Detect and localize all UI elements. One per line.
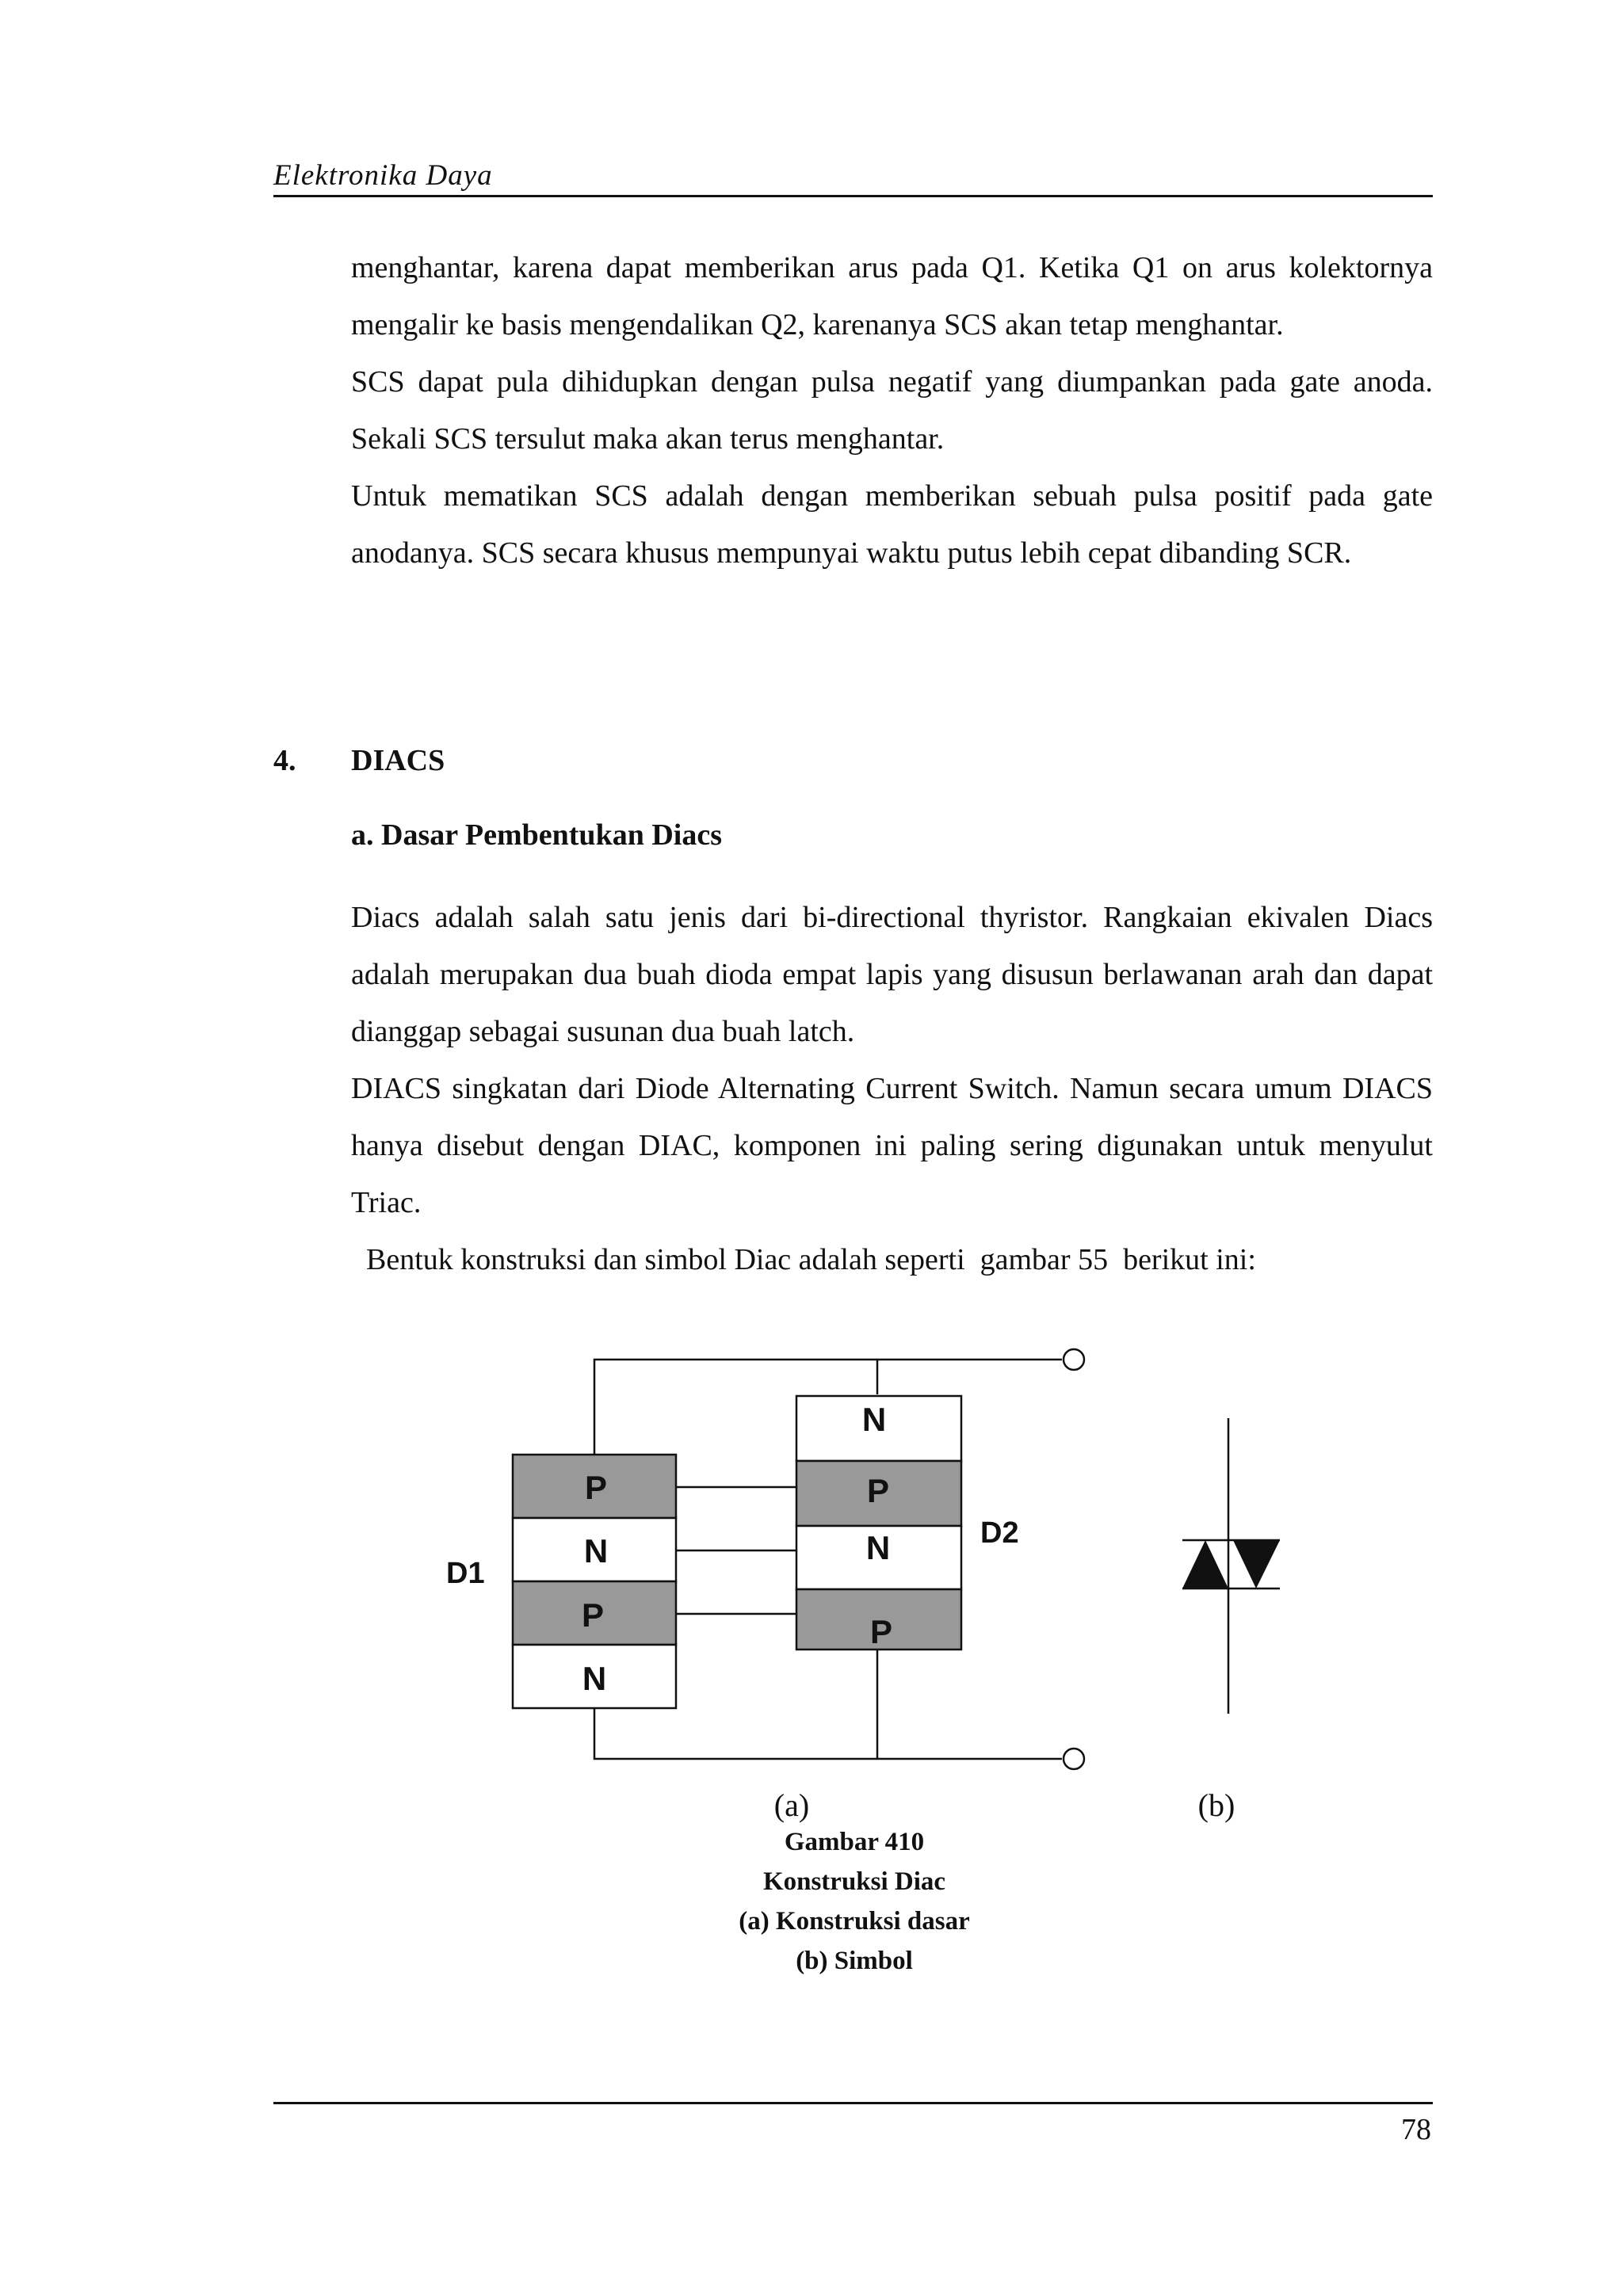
d1-layer-label: P (584, 1469, 608, 1506)
figure-label-b: (b) (1197, 1787, 1235, 1823)
d2-label: D2 (980, 1516, 1019, 1550)
d1-block (513, 1455, 676, 1708)
terminal-bottom-icon (1064, 1749, 1084, 1769)
section-title: DIACS (351, 744, 445, 777)
paragraph: SCS dapat pula dihidupkan dengan pulsa negatif yang diumpankan pada gate anoda. Sekali SCS tersulut maka akan terus menghantar. (351, 365, 1433, 456)
d2-layer-label: N (865, 1529, 891, 1566)
d1-layer-label: N (583, 1532, 609, 1569)
terminal-top-icon (1064, 1349, 1084, 1370)
paragraph: menghantar, karena dapat memberikan arus pada Q1. Ketika Q1 on arus kolektornya mengalir ke basis mengendalikan Q2, karenanya SCS akan tetap menghantar. (351, 251, 1433, 341)
figure-label-a: (a) (773, 1787, 810, 1823)
subsection-heading: a. Dasar Pembentukan Diacs (351, 818, 722, 852)
bottom-wire (594, 1703, 1062, 1759)
footer-rule (273, 2102, 1433, 2104)
caption-line: (b) Simbol (796, 1947, 913, 1975)
d2-layer-label: N (861, 1401, 887, 1438)
caption-line: (a) Konstruksi dasar (739, 1907, 970, 1936)
d1-label: D1 (446, 1557, 485, 1590)
d1-layer-label: P (581, 1596, 605, 1634)
d1-layer-label: N (582, 1660, 607, 1697)
paragraph: Untuk mematikan SCS adalah dengan memberikan sebuah pulsa positif pada gate anodanya. SCS secara khusus mempunyai waktu putus lebih cepat dibanding SCR. (351, 479, 1433, 570)
caption-line: Gambar 410 (784, 1828, 925, 1856)
diac-symbol-icon (1182, 1418, 1280, 1714)
section-number: 4. (273, 744, 296, 777)
d2-layer-label: P (869, 1613, 893, 1650)
caption-line: Konstruksi Diac (762, 1867, 946, 1896)
page-number: 78 (1401, 2113, 1431, 2146)
paragraph: Diacs adalah salah satu jenis dari bi-directional thyristor. Rangkaian ekivalen Diacs adalah merupakan dua buah dioda empat lapis yang disusun berlawanan arah dan dapat dianggap sebagai susunan dua buah latch. (351, 901, 1433, 1048)
d2-block (796, 1396, 961, 1650)
paragraph: DIACS singkatan dari Diode Alternating Current Switch. Namun secara umum DIACS hanya disebut dengan DIAC, komponen ini paling sering digunakan untuk menyulut Triac. (351, 1072, 1433, 1219)
figure-caption (668, 1822, 1041, 1981)
paragraph: Bentuk konstruksi dan simbol Diac adalah seperti gambar 55 berikut ini: (351, 1243, 1256, 1276)
d2-layer-label: P (866, 1472, 890, 1509)
running-header: Elektronika Daya (273, 159, 493, 192)
